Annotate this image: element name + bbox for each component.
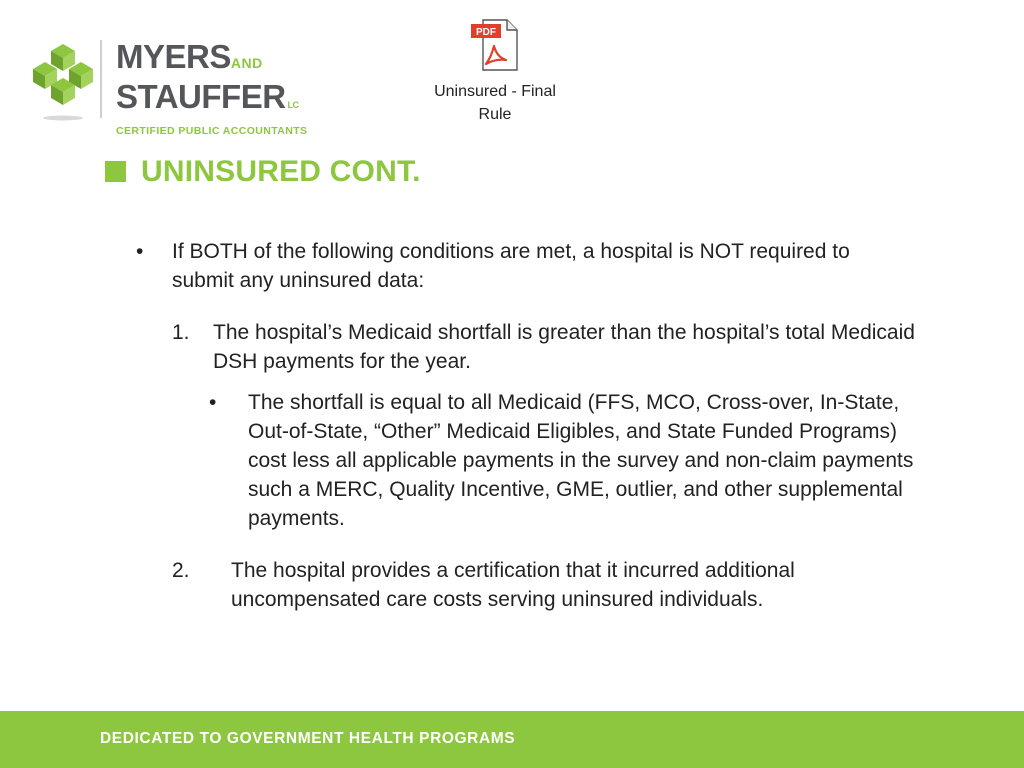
- pdf-badge: PDF: [476, 27, 496, 38]
- logo-myers: MYERS: [116, 38, 231, 75]
- logo-stauffer: STAUFFER: [116, 78, 286, 115]
- item-text-2: The hospital provides a certification that it incurred additional uncompensated care costs serving uninsured individuals.: [231, 559, 795, 611]
- logo-lc: LC: [287, 100, 299, 110]
- pdf-file-icon: [469, 18, 521, 72]
- item-number-1: 1.: [172, 321, 190, 344]
- pdf-label-line2: Rule: [478, 106, 512, 123]
- pdf-attachment[interactable]: [400, 18, 590, 126]
- pdf-label-line1: Uninsured - Final: [434, 83, 556, 100]
- title-square-icon: [105, 161, 126, 182]
- pdf-label[interactable]: [400, 80, 590, 126]
- logo-wordmark: [116, 40, 307, 138]
- item-number-2: 2.: [172, 559, 190, 582]
- item-text-1: The hospital’s Medicaid shortfall is greater than the hospital’s total Medicaid DSH payments for the year.: [213, 321, 915, 373]
- company-logo: [30, 36, 320, 137]
- footer-bar: [0, 711, 1024, 768]
- cube-logo-icon: [30, 40, 96, 124]
- logo-tagline: CERTIFIED PUBLIC ACCOUNTANTS: [116, 125, 308, 137]
- sub-bullet-marker: •: [209, 391, 217, 414]
- bullet-marker: •: [136, 240, 144, 263]
- intro-text: If BOTH of the following conditions are met, a hospital is NOT required to submit any uninsured data:: [172, 240, 850, 292]
- slide-title: UNINSURED CONT.: [141, 155, 421, 188]
- logo-divider: [100, 40, 102, 118]
- footer-text: DEDICATED TO GOVERNMENT HEALTH PROGRAMS: [100, 730, 516, 747]
- sub-bullet-text: The shortfall is equal to all Medicaid (FFS, MCO, Cross-over, In-State, Out-of-State, “Other” Medicaid Eligibles, and State Funded Programs) cost less all applicable payments in the survey and non-claim payments such a MERC, Quality Incentive, GME, outlier, and other supplemental payments.: [248, 391, 914, 530]
- logo-and: AND: [230, 55, 263, 71]
